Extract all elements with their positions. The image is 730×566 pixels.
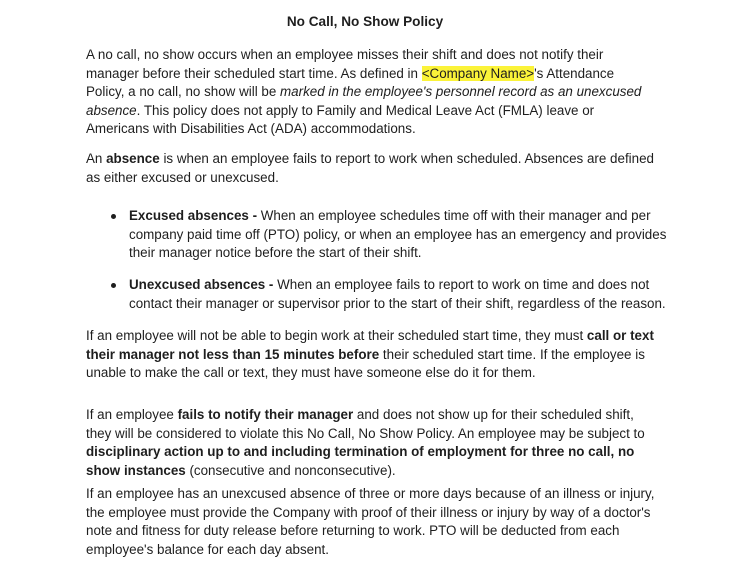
bullet-dot-icon xyxy=(111,214,116,219)
text-run: . This policy does not apply to Family and Medical Leave Act (FMLA) leave or Americans with Disabilities Act (ADA) accommodations. xyxy=(86,102,595,137)
text-run: If an employee xyxy=(86,407,178,422)
document-title: No Call, No Show Policy xyxy=(286,14,444,29)
text-run: A no call, no show occurs when an employee misses their shift and does not notify their manager before their scheduled start time. As defined in xyxy=(86,47,604,81)
paragraph-definition xyxy=(86,46,656,139)
text-run: (consecutive and nonconsecutive). xyxy=(185,462,396,478)
bullet-item-excused xyxy=(129,207,669,263)
bullet-text: When an employee fails to report to work on time and does not contact their manager or supervisor prior to the start of their shift, regardless of the reason. xyxy=(129,277,666,311)
bullet-term: Excused absences - xyxy=(129,208,258,223)
italic-emphasis: marked in the employee's personnel record as an unexcused absence xyxy=(86,84,642,118)
bold-term-absence: absence xyxy=(106,151,160,166)
paragraph-absence xyxy=(86,150,656,187)
bullet-item-unexcused xyxy=(129,276,669,313)
paragraph-violation xyxy=(86,406,656,480)
text-run: their scheduled start time. If the employee is unable to make the call or text, they must have someone else do it for them. xyxy=(86,346,645,381)
text-run: An xyxy=(86,151,107,166)
bullet-term: Unexcused absences - xyxy=(129,277,274,292)
text-run: is when an employee fails to report to work when scheduled. Absences are defined as either excused or unexcused. xyxy=(86,151,654,185)
bold-disciplinary-action: disciplinary action up to and including termination of employment for three no call, no show instances xyxy=(86,444,635,478)
bullet-dot-icon xyxy=(111,283,116,288)
text-run: and does not show up for their scheduled shift, they will be considered to violate this No Call, No Show Policy. An employee may be subject to xyxy=(86,407,645,441)
paragraph-notice xyxy=(86,327,656,383)
company-name-placeholder: <Company Name> xyxy=(421,65,535,81)
bold-fails-to-notify: fails to notify their manager xyxy=(177,407,354,422)
bold-notice-requirement: call or text their manager not less than 15 minutes before xyxy=(86,328,654,362)
paragraph-illness: If an employee has an unexcused absence of three or more days because of an illness or injury, the employee must provide the Company with proof of their illness or injury by way of a doctor's note and fitness for duty release before returning to work. PTO will be deducted from each employee's balance for each day absent. xyxy=(86,486,655,557)
text-run: If an employee will not be able to begin work at their scheduled start time, they must xyxy=(86,328,587,343)
text-run: 's Attendance Policy, a no call, no show will be xyxy=(86,65,615,100)
bullet-text: When an employee schedules time off with their manager and per company paid time off (PTO) policy, or when an employee has an emergency and provides their manager notice before the start of their shift. xyxy=(129,208,667,261)
